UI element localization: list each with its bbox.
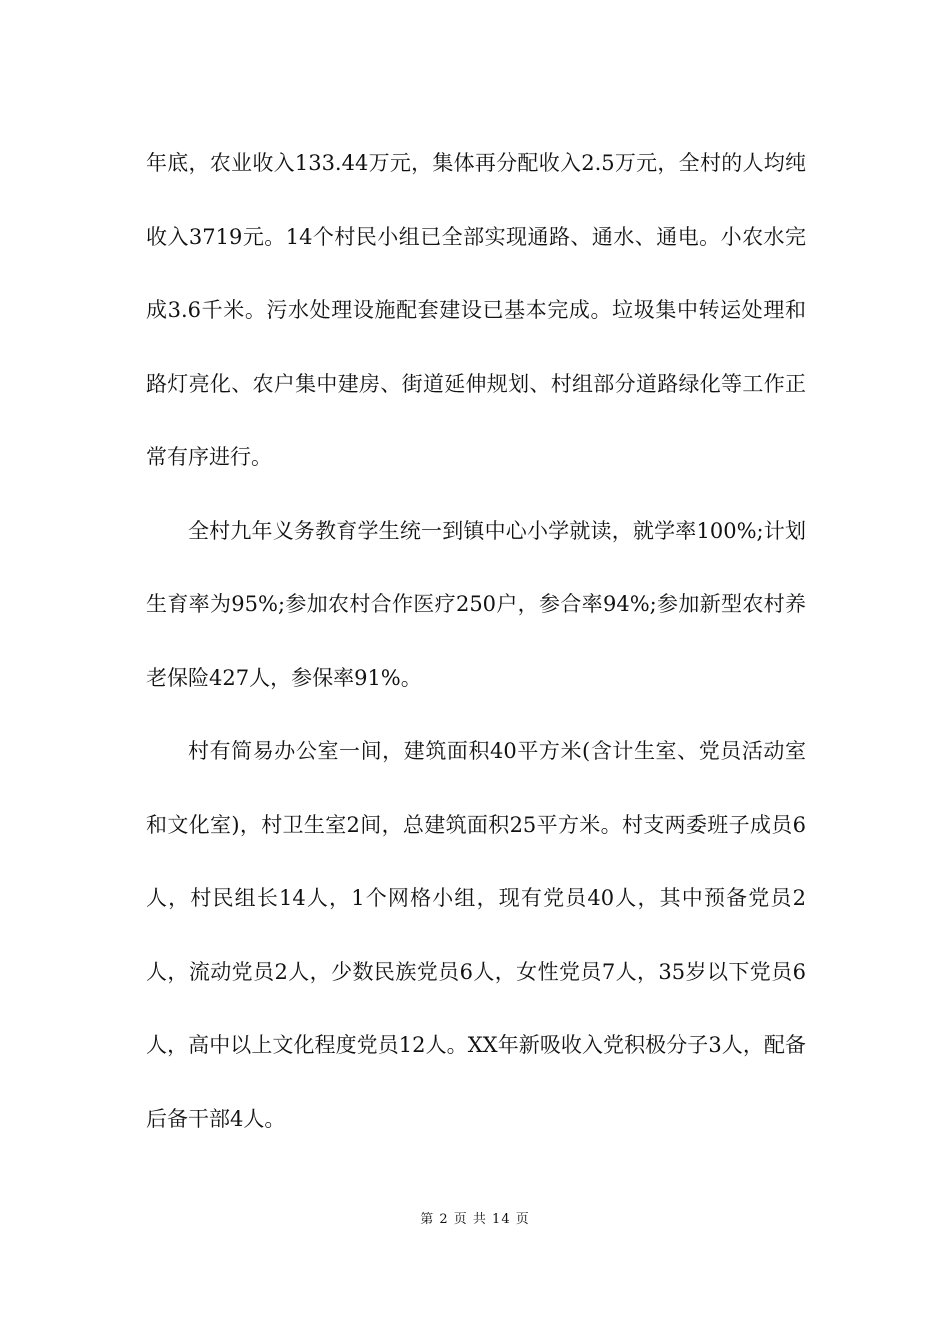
document-body: [146, 127, 806, 1156]
paragraph-education-health: 全村九年义务教育学生统一到镇中心小学就读，就学率100%;计划生育率为95%;参加农村合作医疗250户，参合率94%;参加新型农村养老保险427人，参保率91%。: [146, 518, 806, 690]
page-number: 第 2 页 共 14 页: [420, 1212, 530, 1227]
paragraph-income: 年底，农业收入133.44万元，集体再分配收入2.5万元，全村的人均纯收入3719元。14个村民小组已全部实现通路、通水、通电。小农水完成3.6千米。污水处理设施配套建设已基本完成。垃圾集中转运处理和路灯亮化、农户集中建房、街道延伸规划、村组部分道路绿化等工作正常有序进行。: [146, 151, 806, 469]
paragraph-organization: 村有简易办公室一间，建筑面积40平方米(含计生室、党员活动室和文化室)，村卫生室2间，总建筑面积25平方米。村支两委班子成员6人，村民组长14人，1个网格小组，现有党员40人，其中预备党员2人，流动党员2人，少数民族党员6人，女性党员7人，35岁以下党员6人，高中以上文化程度党员12人。XX年新吸收入党积极分子3人，配备后备干部4人。: [146, 739, 806, 1131]
